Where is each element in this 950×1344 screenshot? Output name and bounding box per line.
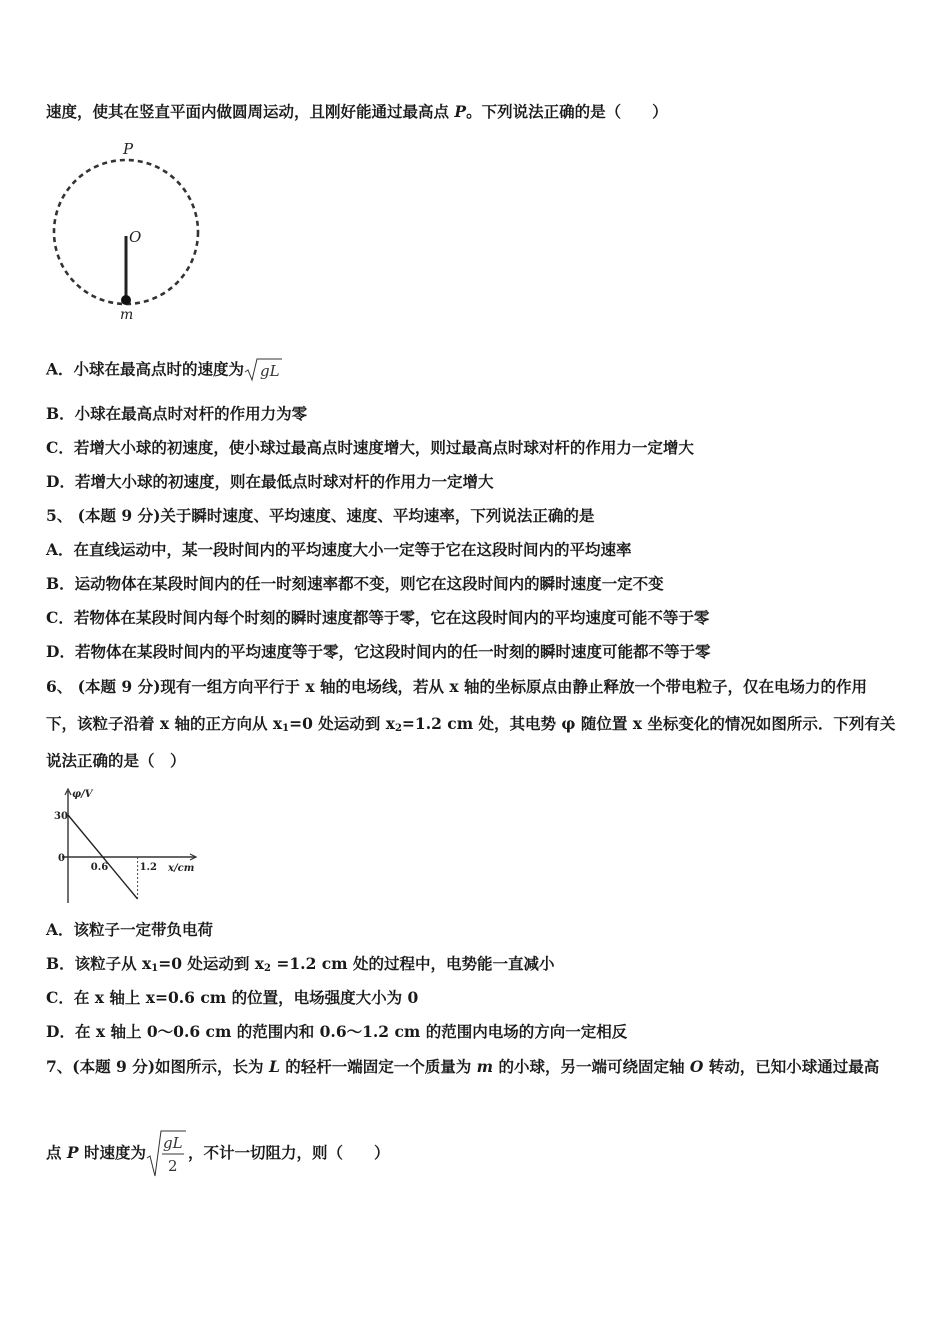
q6-text: 下，该粒子沿着 x 轴的正方向从 x: [46, 714, 283, 733]
q5-option-a: A．在直线运动中，某一段时间内的平均速度大小一定等于它在这段时间内的平均速率: [46, 540, 632, 559]
label-m: m: [120, 307, 134, 323]
q7-text: 时速度为: [78, 1143, 146, 1162]
q7-text: 的小球，另一端可绕固定轴: [493, 1057, 690, 1076]
q5-option-b: B．运动物体在某段时间内的任一时刻速率都不变，则它在这段时间内的瞬时速度一定不变: [46, 574, 664, 593]
point-p-label: P: [454, 102, 467, 121]
q6-b-sub: 1: [151, 963, 159, 974]
svg-text:2: 2: [167, 1157, 178, 1175]
svg-text:gL: gL: [162, 1134, 183, 1152]
q6-b-text: =0 处运动到 x: [158, 954, 265, 973]
ball: [121, 295, 131, 305]
q6-stem-line2: [46, 714, 895, 739]
tick-label-x06: 0.6: [90, 862, 109, 873]
q6-stem-line1: 6、 (本题 9 分)现有一组方向平行于 x 轴的电场线，若从 x 轴的坐标原点由静止释放一个带电粒子，仅在电场力的作用: [46, 677, 867, 696]
q5-option-c: C．若物体在某段时间内每个时刻的瞬时速度都等于零，它在这段时间内的平均速度可能不等于零: [46, 608, 710, 627]
q6-text: =0 处运动到 x: [289, 714, 395, 733]
q6-option-d: D．在 x 轴上 0～0.6 cm 的范围内和 0.6～1.2 cm 的范围内电场的方向一定相反: [46, 1022, 628, 1041]
q5-option-d: D．若物体在某段时间内的平均速度等于零，它这段时间内的任一时刻的瞬时速度可能都不等于零: [46, 642, 711, 661]
q7-text: 转动，已知小球通过最高: [703, 1057, 880, 1076]
q6-text: =1.2 cm 处，其电势 φ 随位置 x 坐标变化的情况如图所示．下列有关: [401, 714, 896, 733]
q7-text: 7、(本题 9 分)如图所示，长为: [46, 1057, 269, 1076]
tick-label-y30: 30: [54, 811, 68, 822]
q7-var-p: P: [66, 1143, 79, 1162]
tick-label-y0: 0: [58, 853, 65, 864]
q7-stem-line1: [46, 1057, 879, 1077]
potential-chart: [50, 785, 210, 910]
q7-text: ，不计一切阻力，则（ ）: [187, 1143, 390, 1162]
sqrt-gl-over-2-formula: [146, 1128, 188, 1180]
q4-option-b: B．小球在最高点时对杆的作用力为零: [46, 404, 308, 423]
q6-stem-line3: 说法正确的是（ ）: [46, 751, 186, 770]
q7-stem-line2: [46, 1128, 389, 1180]
q4-option-a-text: A．小球在最高点时的速度为: [46, 359, 245, 379]
q6-sub: 1: [282, 723, 290, 734]
q7-text: 点: [46, 1143, 67, 1162]
label-p: P: [123, 140, 134, 158]
q5-stem: 5、 (本题 9 分)关于瞬时速度、平均速度、速度、平均速率，下列说法正确的是: [46, 506, 595, 525]
q7-var-m: m: [476, 1057, 494, 1076]
q6-sub: 2: [394, 723, 402, 734]
q6-b-text: =1.2 cm 处的过程中，电势能一直减小: [271, 954, 555, 973]
q4-option-a: [46, 356, 284, 385]
q4-option-d: D．若增大小球的初速度，则在最低点时球对杆的作用力一定增大: [46, 472, 494, 491]
circle-rod-figure: [46, 138, 216, 323]
label-o: O: [129, 228, 142, 246]
q7-var-l: L: [268, 1057, 280, 1076]
q4-option-c: C．若增大小球的初速度，使小球过最高点时速度增大，则过最高点时球对杆的作用力一定增大: [46, 438, 694, 457]
svg-text:gL: gL: [260, 362, 280, 380]
sqrt-gl-formula: [244, 356, 284, 385]
q7-text: 的轻杆一端固定一个质量为: [279, 1057, 477, 1076]
q4-stem-text: 速度，使其在竖直平面内做圆周运动，且刚好能通过最高点: [46, 102, 455, 121]
q6-option-b: [46, 954, 554, 979]
q7-var-o: O: [689, 1057, 704, 1076]
q6-b-sub: 2: [264, 963, 271, 974]
tick-label-x12: 1.2: [139, 862, 158, 873]
y-axis-label: φ/V: [72, 789, 93, 800]
q6-option-c: C．在 x 轴上 x=0.6 cm 的位置，电场强度大小为 0: [46, 988, 419, 1007]
q4-stem-tail: [46, 102, 668, 122]
q6-b-text: B．该粒子从 x: [46, 954, 152, 973]
q4-stem-text-end: 。下列说法正确的是（ ）: [466, 102, 668, 121]
x-axis-label: x/cm: [168, 863, 195, 874]
q6-option-a: A．该粒子一定带负电荷: [46, 920, 214, 939]
